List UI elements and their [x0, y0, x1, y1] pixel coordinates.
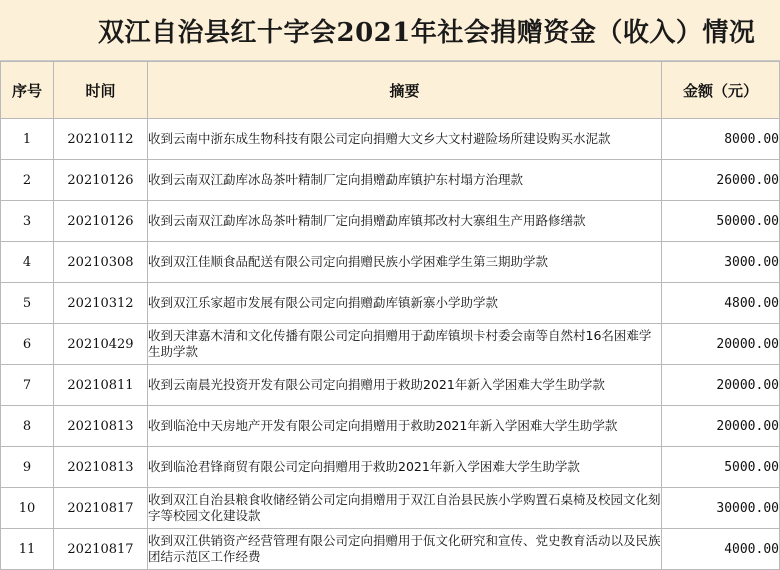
seq-cell-text: 3: [22, 213, 32, 229]
date-cell-text: 20210817: [67, 500, 134, 516]
seq-cell: [1, 324, 54, 365]
table-row: [1, 201, 780, 242]
date-cell: [54, 242, 148, 283]
seq-cell: [1, 529, 54, 570]
donation-table: [0, 61, 780, 570]
summary-cell: [148, 529, 662, 570]
seq-cell: [1, 160, 54, 201]
summary-cell-text: 收到云南双江勐库冰岛茶叶精制厂定向捐赠勐库镇邦改村大寨组生产用路修缮款: [148, 213, 586, 228]
date-cell: [54, 406, 148, 447]
summary-cell-text: 收到双江乐家超市发展有限公司定向捐赠勐库镇新寨小学助学款: [148, 295, 499, 310]
seq-cell-text: 4: [22, 254, 32, 270]
seq-cell: [1, 365, 54, 406]
summary-cell-text: 收到云南双江勐库冰岛茶叶精制厂定向捐赠勐库镇护东村塌方治理款: [148, 172, 524, 187]
column-header-seq: 序号: [1, 62, 54, 119]
summary-cell-text: 收到临沧中天房地产开发有限公司定向捐赠用于救助2021年新入学困难大学生助学款: [148, 418, 618, 433]
seq-cell-text: 9: [22, 459, 32, 475]
amount-cell-text: 30000.00: [716, 500, 779, 516]
date-cell: [54, 324, 148, 365]
summary-cell-text: 收到临沧君锋商贸有限公司定向捐赠用于救助2021年新入学困难大学生助学款: [148, 459, 580, 474]
seq-cell-text: 1: [22, 131, 32, 147]
summary-cell-text: 收到双江自治县粮食收储经销公司定向捐赠用于双江自治县民族小学购置石桌椅及校园文化刻字等校园文化建设款: [148, 492, 661, 523]
column-header-summary: 摘要: [148, 62, 662, 119]
amount-cell: [662, 160, 780, 201]
amount-cell-text: 4800.00: [724, 295, 779, 311]
date-cell: [54, 365, 148, 406]
summary-cell: [148, 283, 662, 324]
amount-cell-text: 50000.00: [716, 213, 779, 229]
table-row: [1, 529, 780, 570]
seq-cell: [1, 447, 54, 488]
date-cell-text: 20210811: [67, 377, 134, 393]
amount-cell: [662, 201, 780, 242]
summary-cell: [148, 447, 662, 488]
table-row: [1, 447, 780, 488]
seq-cell-text: 6: [22, 336, 32, 352]
amount-cell-text: 4000.00: [724, 541, 779, 557]
date-cell-text: 20210308: [67, 254, 134, 270]
summary-cell: [148, 201, 662, 242]
summary-cell: [148, 488, 662, 529]
amount-cell: [662, 119, 780, 160]
amount-cell-text: 8000.00: [724, 131, 779, 147]
seq-cell-text: 8: [22, 418, 32, 434]
summary-cell-text: 收到云南中浙东成生物科技有限公司定向捐赠大文乡大文村避险场所建设购买水泥款: [148, 131, 611, 146]
table-row: [1, 160, 780, 201]
summary-cell: [148, 406, 662, 447]
date-cell-text: 20210429: [67, 336, 134, 352]
date-cell-text: 20210126: [67, 172, 134, 188]
summary-cell: [148, 119, 662, 160]
table-row: [1, 406, 780, 447]
seq-cell: [1, 201, 54, 242]
date-cell: [54, 160, 148, 201]
amount-cell-text: 20000.00: [716, 418, 779, 434]
date-cell-text: 20210312: [67, 295, 134, 311]
amount-cell: [662, 242, 780, 283]
amount-cell-text: 20000.00: [716, 377, 779, 393]
summary-cell-text: 收到双江佳顺食品配送有限公司定向捐赠民族小学困难学生第三期助学款: [148, 254, 549, 269]
summary-cell-text: 收到天津嘉木清和文化传播有限公司定向捐赠用于勐库镇坝卡村委会南等自然村16名困难学生助学款: [148, 328, 652, 359]
seq-cell-text: 10: [18, 500, 36, 516]
amount-cell-text: 26000.00: [716, 172, 779, 188]
amount-cell-text: 3000.00: [724, 254, 779, 270]
column-header-date: 时间: [54, 62, 148, 119]
amount-cell-text: 5000.00: [724, 459, 779, 475]
date-cell: [54, 529, 148, 570]
table-row: [1, 242, 780, 283]
amount-cell: [662, 365, 780, 406]
amount-cell: [662, 283, 780, 324]
date-cell: [54, 201, 148, 242]
summary-cell: [148, 160, 662, 201]
date-cell: [54, 283, 148, 324]
amount-cell-text: 20000.00: [716, 336, 779, 352]
summary-cell: [148, 365, 662, 406]
date-cell-text: 20210817: [67, 541, 134, 557]
summary-cell-text: 收到双江供销资产经营管理有限公司定向捐赠用于佤文化研究和宣传、党史教育活动以及民族团结示范区工作经费: [148, 533, 661, 564]
date-cell-text: 20210813: [67, 418, 134, 434]
table-row: [1, 365, 780, 406]
date-cell-text: 20210126: [67, 213, 134, 229]
seq-cell-text: 5: [22, 295, 32, 311]
summary-cell-text: 收到云南晨光投资开发有限公司定向捐赠用于救助2021年新入学困难大学生助学款: [148, 377, 605, 392]
amount-cell: [662, 447, 780, 488]
date-cell-text: 20210813: [67, 459, 134, 475]
date-cell-text: 20210112: [67, 131, 134, 147]
table-header-row: [1, 62, 780, 119]
date-cell: [54, 488, 148, 529]
table-body: [1, 119, 780, 570]
summary-cell: [148, 242, 662, 283]
seq-cell: [1, 119, 54, 160]
amount-cell: [662, 324, 780, 365]
seq-cell: [1, 488, 54, 529]
amount-cell: [662, 529, 780, 570]
amount-cell: [662, 488, 780, 529]
amount-cell: [662, 406, 780, 447]
seq-cell-text: 7: [22, 377, 32, 393]
column-header-amount: 金额（元）: [662, 62, 780, 119]
date-cell: [54, 447, 148, 488]
page-title: 双江自治县红十字会2021年社会捐赠资金（收入）情况: [98, 18, 756, 48]
seq-cell-text: 11: [18, 541, 36, 557]
table-row: [1, 119, 780, 160]
title-bar: [0, 0, 780, 61]
table-row: [1, 488, 780, 529]
summary-cell: [148, 324, 662, 365]
seq-cell: [1, 242, 54, 283]
table-row: [1, 283, 780, 324]
date-cell: [54, 119, 148, 160]
seq-cell: [1, 406, 54, 447]
seq-cell-text: 2: [22, 172, 32, 188]
table-row: [1, 324, 780, 365]
seq-cell: [1, 283, 54, 324]
